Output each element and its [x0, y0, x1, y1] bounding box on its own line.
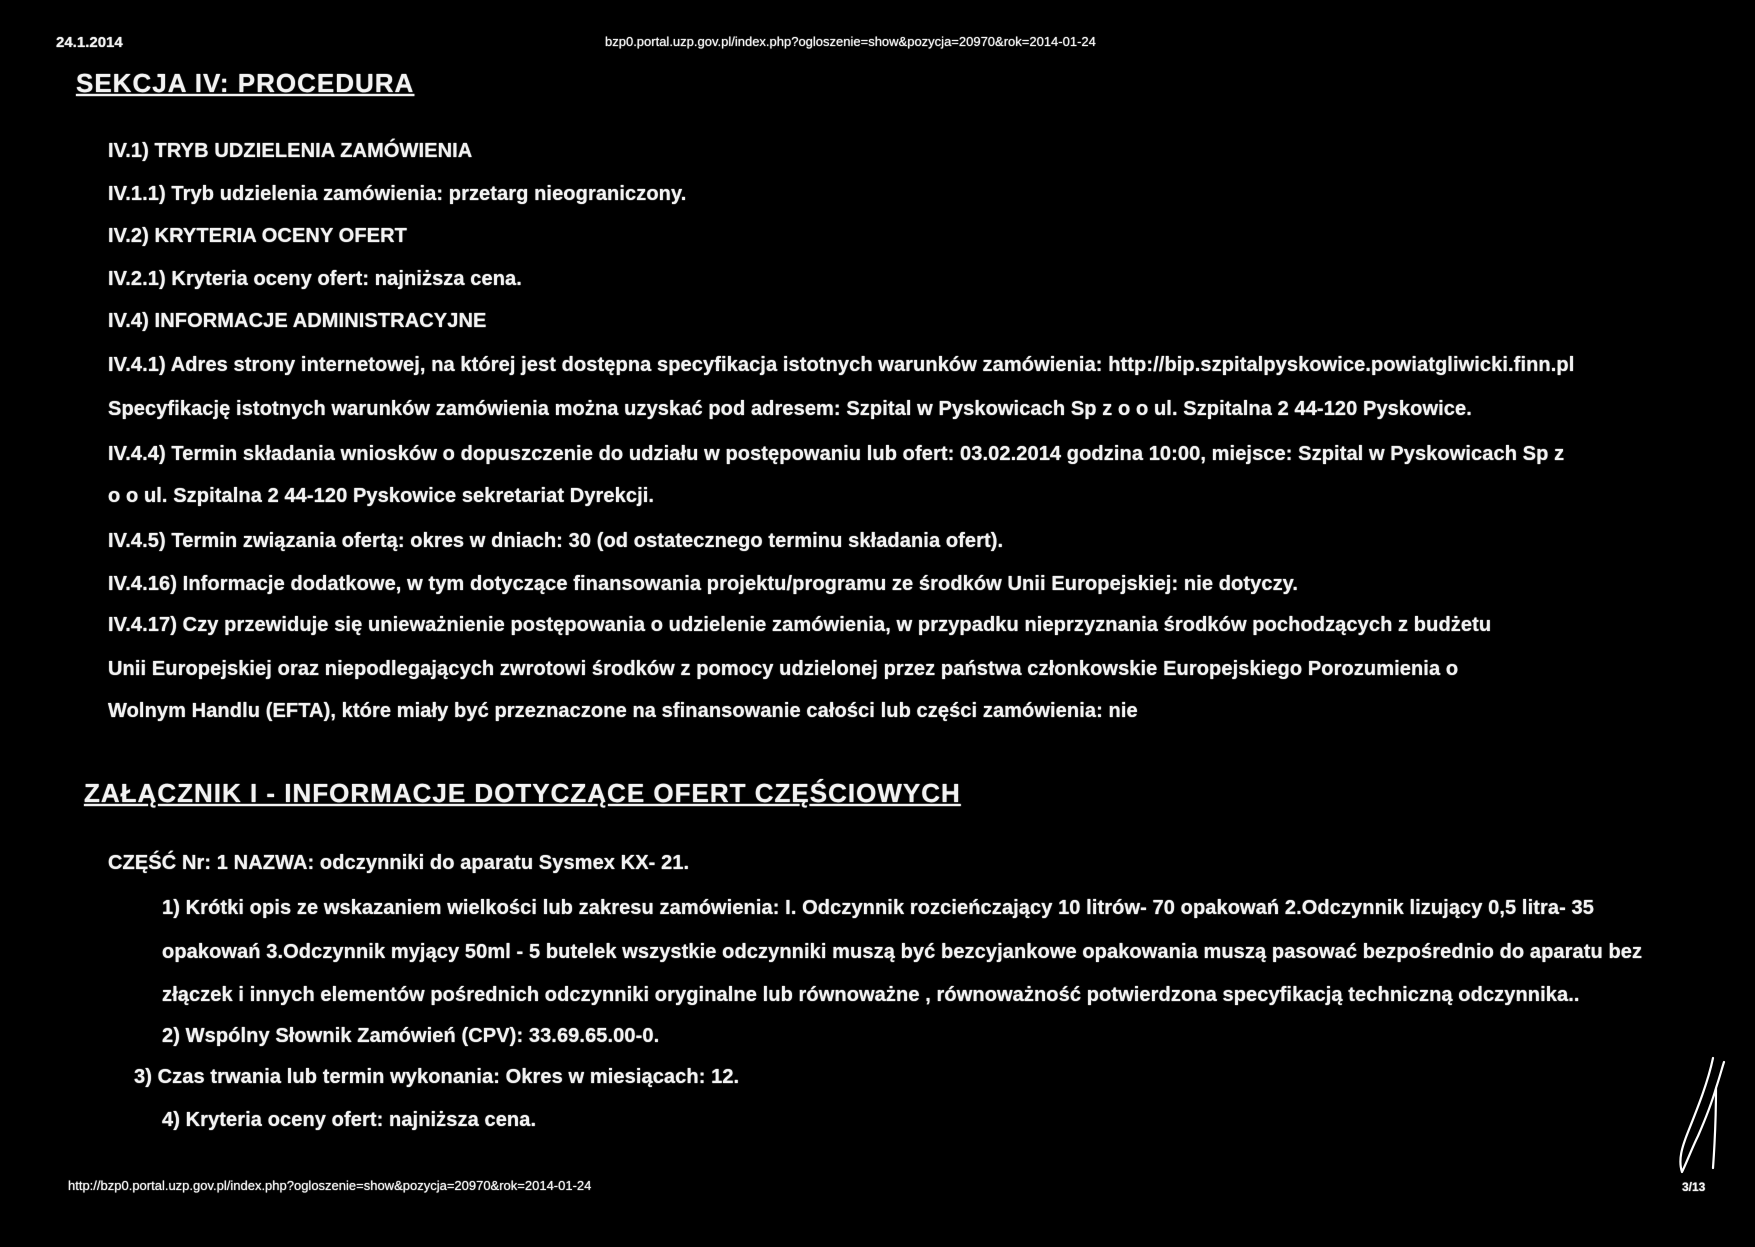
section-line: Specyfikację istotnych warunków zamówienia można uzyskać pod adresem: Szpital w Pyskowicach Sp z o o ul. Szpitalna 2 44-120 Pyskowice. [108, 398, 1472, 420]
section-line: Unii Europejskiej oraz niepodlegających zwrotowi środków z pomocy udzielonej przez państwa członkowskie Europejskiego Porozumienia o [108, 658, 1459, 680]
section-line: IV.4.4) Termin składania wniosków o dopuszczenie do udziału w postępowaniu lub ofert: 03.02.2014 godzina 10:00, miejsce: Szpital w Pyskowicach Sp z [108, 443, 1565, 465]
section-line: IV.1) TRYB UDZIELENIA ZAMÓWIENIA [108, 140, 473, 162]
annex-title: ZAŁĄCZNIK I - INFORMACJE DOTYCZĄCE OFERT CZĘŚCIOWYCH [84, 778, 961, 808]
section-line: o o ul. Szpitalna 2 44-120 Pyskowice sekretariat Dyrekcji. [108, 485, 655, 507]
header-date: 24.1.2014 [56, 34, 123, 51]
section-line: IV.1.1) Tryb udzielenia zamówienia: przetarg nieograniczony. [108, 183, 687, 205]
annex-line: 1) Krótki opis ze wskazaniem wielkości lub zakresu zamówienia: I. Odczynnik rozcieńczający 10 litrów- 70 opakowań 2.Odczynnik lizujący 0,5 litra- 35 [162, 897, 1594, 919]
section-line: IV.2.1) Kryteria oceny ofert: najniższa cena. [108, 268, 522, 290]
section-line: IV.4.5) Termin związania ofertą: okres w dniach: 30 (od ostatecznego terminu składania ofert). [108, 530, 1004, 552]
footer-url[interactable]: http://bzp0.portal.uzp.gov.pl/index.php?ogloszenie=show&pozycja=20970&rok=2014-01-24 [68, 1178, 592, 1193]
section-line: IV.4.1) Adres strony internetowej, na której jest dostępna specyfikacja istotnych warunków zamówienia: http://bip.szpitalpyskowice.powiatgliwicki.finn.pl [108, 354, 1575, 376]
section-line: IV.2) KRYTERIA OCENY OFERT [108, 225, 407, 247]
annex-line: 2) Wspólny Słownik Zamówień (CPV): 33.69.65.00-0. [162, 1025, 660, 1047]
section-title: SEKCJA IV: PROCEDURA [76, 68, 415, 98]
annex-line: złączek i innych elementów pośrednich odczynniki oryginalne lub równoważne , równoważność potwierdzona specyfikacją techniczną odczynnika.. [162, 984, 1580, 1006]
annex-line: 4) Kryteria oceny ofert: najniższa cena. [162, 1109, 537, 1131]
section-line: IV.4) INFORMACJE ADMINISTRACYJNE [108, 310, 487, 332]
header-url[interactable]: bzp0.portal.uzp.gov.pl/index.php?ogloszenie=show&pozycja=20970&rok=2014-01-24 [605, 34, 1096, 49]
section-line: Wolnym Handlu (EFTA), które miały być przeznaczone na sfinansowanie całości lub części zamówienia: nie [108, 700, 1138, 722]
section-line: IV.4.16) Informacje dodatkowe, w tym dotyczące finansowania projektu/programu ze środków Unii Europejskiej: nie dotyczy. [108, 573, 1299, 595]
section-line: IV.4.17) Czy przewiduje się unieważnienie postępowania o udzielenie zamówienia, w przypadku nieprzyznania środków pochodzących z budżetu [108, 614, 1492, 636]
annex-line: CZĘŚĆ Nr: 1 NAZWA: odczynniki do aparatu Sysmex KX- 21. [108, 852, 690, 874]
annex-line: opakowań 3.Odczynnik myjący 50ml - 5 butelek wszystkie odczynniki muszą być bezcyjankowe opakowania muszą pasować bezpośrednio do aparatu bez [162, 941, 1643, 963]
signature-icon [1668, 1052, 1738, 1182]
annex-line: 3) Czas trwania lub termin wykonania: Okres w miesiącach: 12. [134, 1066, 740, 1088]
page-number: 3/13 [1682, 1180, 1706, 1194]
